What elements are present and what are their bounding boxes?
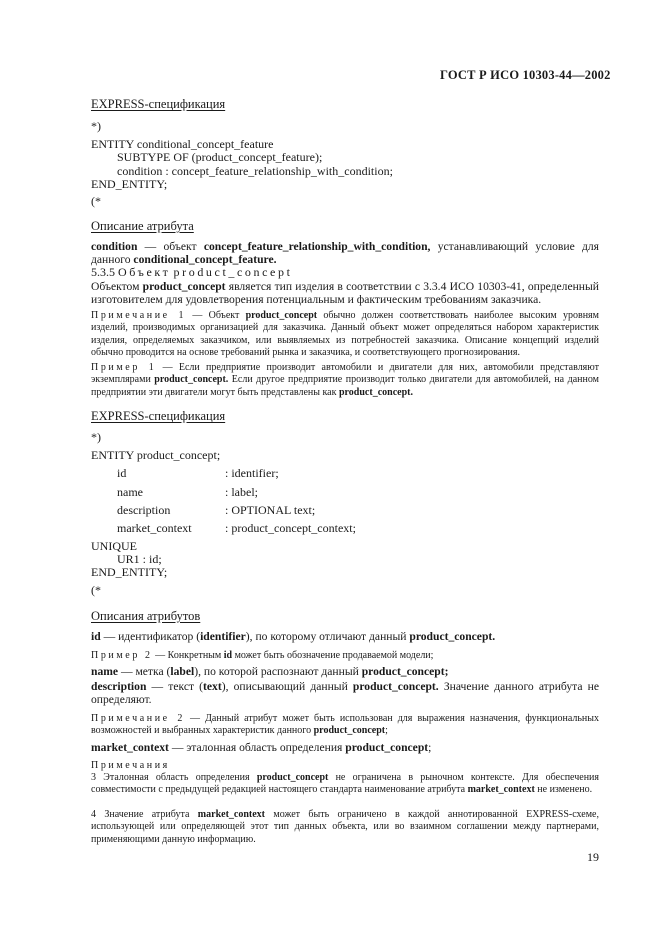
attrs-desc-heading: Описания атрибутов: [91, 609, 201, 623]
note-1: Примечание 1 — Объект product_concept обычно должен соответствовать наиболее высоким уровням изделий, производимых организацией для заказчика. Данный объект может определяться набором характеристик изделия, определяемых заказчиком, или выявляемых из потребностей заказчика. Описание концепций изделий обычно проводится на основе требований рынка и заказчика, и соответствующего прогнозирования.: [91, 310, 599, 359]
code-line: *): [91, 119, 101, 133]
attr-type: : label;: [225, 485, 258, 499]
attr-row: name: [117, 485, 143, 499]
section-title: 5.3.5 Объект product_concept: [91, 265, 293, 279]
attr-type: : product_concept_context;: [225, 521, 356, 535]
attr-desc-condition: condition — объект concept_feature_relationship_with_condition, устанавливающий условие для данного conditional_concept_feature.: [91, 240, 599, 267]
document-header: ГОСТ Р ИСО 10303-44—2002: [440, 68, 611, 82]
attr-row: id: [117, 466, 127, 480]
example-1: Пример 1 — Если предприятие производит автомобили и двигатели для них, автомобили представляют экземплярами product_concept. Если другое предприятие производит только двигатели для автомобилей, на данном предприятии эти двигатели могут быть представлены как product_concept.: [91, 362, 599, 398]
notes-label: Примечания: [91, 760, 170, 771]
code-line: *): [91, 430, 101, 444]
attr-type: : identifier;: [225, 466, 279, 480]
attr-market-context: market_context — эталонная область определения product_concept;: [91, 741, 432, 754]
code-line: (*: [91, 583, 101, 597]
attr-row: description: [117, 503, 171, 517]
note-4: 4 Значение атрибута market_context может быть ограничено в каждой аннотированной EXPRESS-схеме, использующей или определяющей этот тип данных объекта, или во взаимном соглашении между партнерами, применяющими данную информацию.: [91, 809, 599, 845]
note-2: Примечание 2 — Данный атрибут может быть использован для выражения назначения, функциональных возможностей и выбранных характеристик данного product_concept;: [91, 713, 599, 737]
attr-description: description — текст (text), описывающий данный product_concept. Значение данного атрибута не определяют.: [91, 680, 599, 707]
attr-name: name — метка (label), по которой распознают данный product_concept;: [91, 665, 449, 678]
code-line: condition : concept_feature_relationship_with_condition;: [117, 164, 393, 178]
code-line: ENTITY product_concept;: [91, 448, 221, 462]
attr-type: : OPTIONAL text;: [225, 503, 316, 517]
code-line: (*: [91, 194, 101, 208]
express-heading-2: EXPRESS-спецификация: [91, 409, 226, 423]
code-line: SUBTYPE OF (product_concept_feature);: [117, 150, 323, 164]
section-paragraph: Объектом product_concept является тип изделия в соответствии с 3.3.4 ИСО 10303-41, определенный изготовителем для удовлетворения потенциальным и фактическим требованиям заказчика.: [91, 280, 600, 307]
attr-desc-heading: Описание атрибута: [91, 219, 194, 233]
code-line: UR1 : id;: [117, 552, 162, 566]
example-2: Пример 2 — Конкретным id может быть обозначение продаваемой модели;: [91, 650, 434, 661]
code-line: ENTITY conditional_concept_feature: [91, 137, 274, 151]
attr-row: market_context: [117, 521, 192, 535]
note-3: 3 Эталонная область определения product_concept не ограничена в рыночном контексте. Для обеспечения совместимости с предыдущей редакцией настоящего стандарта наименование атрибута market_context не изменено.: [91, 772, 600, 796]
code-line: END_ENTITY;: [91, 565, 168, 579]
code-line: UNIQUE: [91, 539, 137, 553]
attr-id: id — идентификатор (identifier), по которому отличают данный product_concept.: [91, 630, 496, 643]
page-number: 19: [587, 850, 599, 864]
code-line: END_ENTITY;: [91, 177, 168, 191]
express-heading-1: EXPRESS-спецификация: [91, 97, 226, 111]
